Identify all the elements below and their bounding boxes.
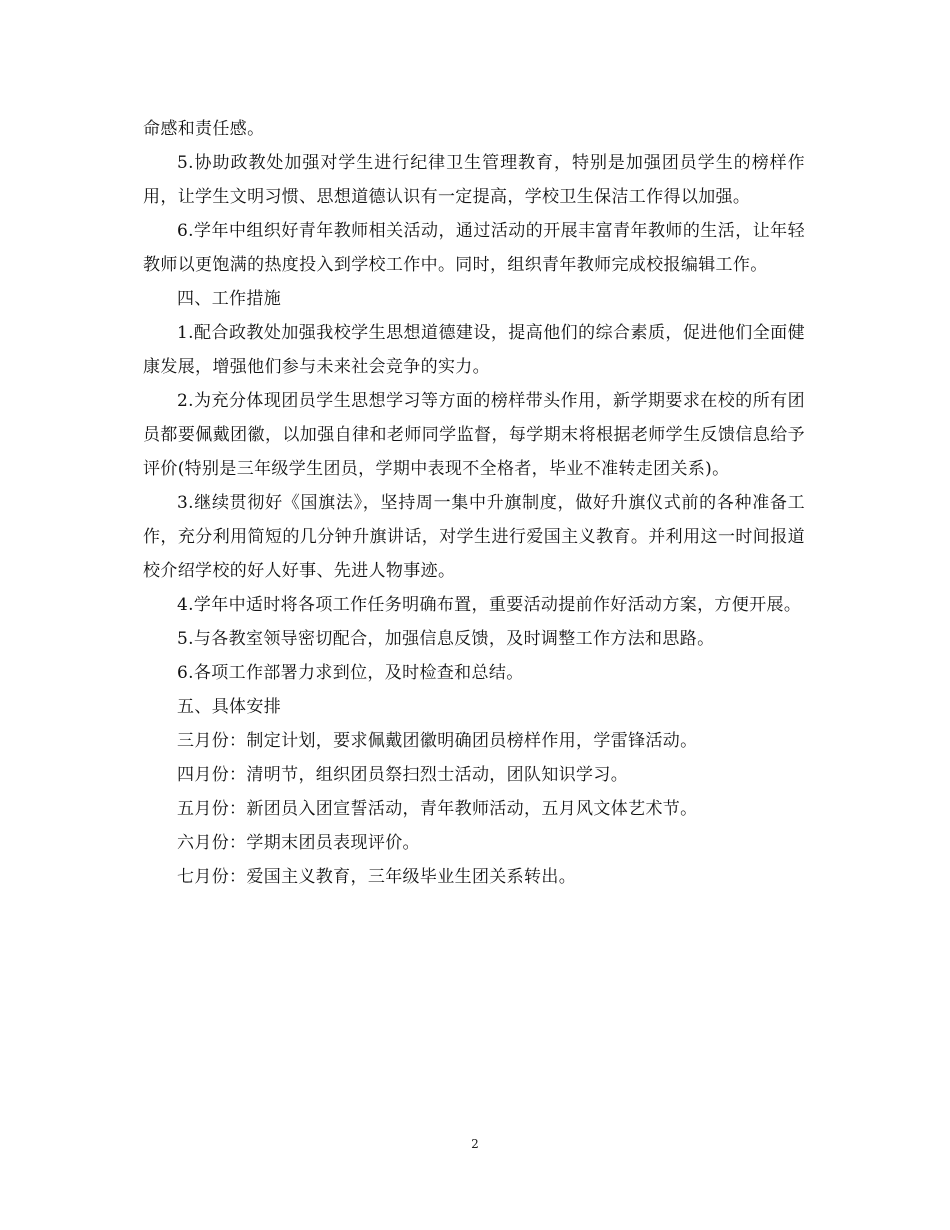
paragraph-measure-3: 3.继续贯彻好《国旗法》，坚持周一集中升旗制度，做好升旗仪式前的各种准备工作，充分利用简短的几分钟升旗讲话，对学生进行爱国主义教育。并利用这一时间报道校介绍学校的好人好事、先进人物事迹。	[143, 493, 805, 581]
schedule-item-july: 七月份：爱国主义教育，三年级毕业生团关系转出。	[177, 867, 577, 887]
paragraph-continuation: 命感和责任感。	[143, 119, 265, 139]
paragraph-measure-2: 2.为充分体现团员学生思想学习等方面的榜样带头作用，新学期要求在校的所有团员都要佩戴团徽，以加强自律和老师同学监督，每学期末将根据老师学生反馈信息给予评价(特别是三年级学生团员，学期中表现不全格者，毕业不准转走团关系)。	[143, 391, 805, 479]
paragraph-measure-6: 6.各项工作部署力求到位，及时检查和总结。	[177, 663, 524, 683]
schedule-item-may: 五月份：新团员入团宣誓活动，青年教师活动，五月风文体艺术节。	[177, 799, 698, 819]
schedule-item-march: 三月份：制定计划，要求佩戴团徽明确团员榜样作用，学雷锋活动。	[177, 731, 698, 751]
paragraph-measure-4: 4.学年中适时将各项工作任务明确布置，重要活动提前作好活动方案，方便开展。	[177, 595, 802, 615]
page-number: 2	[471, 1137, 479, 1151]
paragraph-measure-1: 1.配合政教处加强我校学生思想道德建设，提高他们的综合素质，促进他们全面健康发展，增强他们参与未来社会竞争的实力。	[143, 323, 805, 377]
paragraph-item-5-discipline: 5.协助政教处加强对学生进行纪律卫生管理教育，特别是加强团员学生的榜样作用，让学生文明习惯、思想道德认识有一定提高，学校卫生保洁工作得以加强。	[143, 153, 805, 207]
section-heading-schedule: 五、具体安排	[177, 697, 282, 717]
paragraph-item-6-young-teachers: 6.学年中组织好青年教师相关活动，通过活动的开展丰富青年教师的生活，让年轻教师以更饱满的热度投入到学校工作中。同时，组织青年教师完成校报编辑工作。	[143, 221, 805, 275]
section-heading-measures: 四、工作措施	[177, 289, 282, 309]
paragraph-measure-5: 5.与各教室领导密切配合，加强信息反馈，及时调整工作方法和思路。	[177, 629, 715, 649]
document-body	[143, 112, 805, 894]
schedule-item-april: 四月份：清明节，组织团员祭扫烈士活动，团队知识学习。	[177, 765, 629, 785]
schedule-item-june: 六月份：学期末团员表现评价。	[177, 833, 420, 853]
